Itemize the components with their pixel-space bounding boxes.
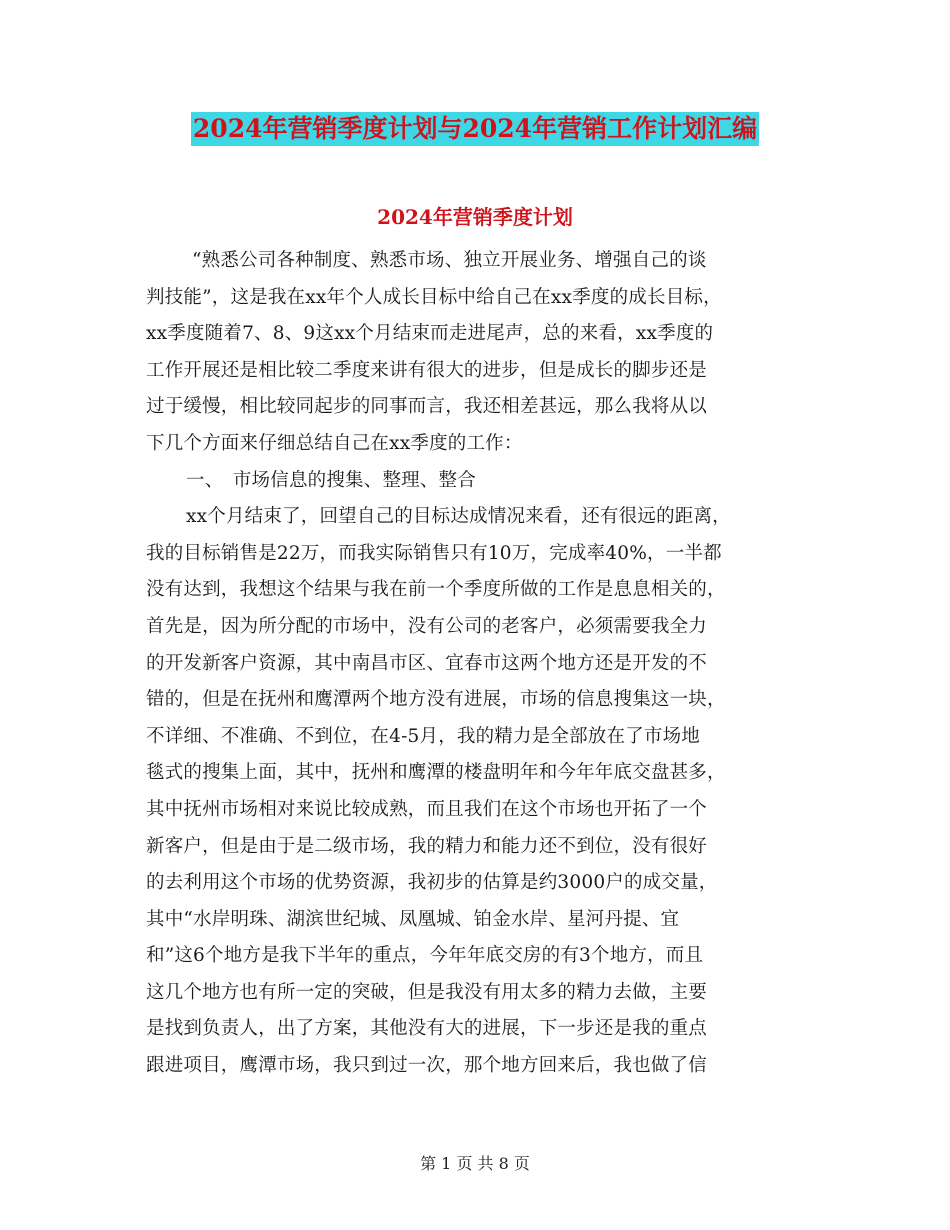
body-line: 新客户，但是由于是二级市场，我的精力和能力还不到位，没有很好: [146, 835, 708, 857]
body-line: 跟进项目，鹰潭市场，我只到过一次，那个地方回来后，我也做了信: [146, 1055, 708, 1077]
body-line: 工作开展还是相比较二季度来讲有很大的进步，但是成长的脚步还是: [146, 359, 708, 381]
body-line: xx季度随着7、8、9这xx个月结束而走进尾声，总的来看，xx季度的: [146, 323, 714, 345]
document-body: [146, 243, 836, 1085]
body-line: 其中“水岸明珠、湖滨世纪城、凤凰城、铂金水岸、星河丹提、宜: [146, 908, 680, 930]
body-line: 其中抚州市场相对来说比较成熟，而且我们在这个市场也开拓了一个: [146, 798, 708, 820]
body-line: 是找到负责人，出了方案，其他没有大的进展，下一步还是我的重点: [146, 1018, 708, 1040]
body-line: 我的目标销售是22万，而我实际销售只有10万，完成率40%，一半都: [146, 542, 722, 564]
body-line: xx个月结束了，回望自己的目标达成情况来看，还有很远的距离，: [186, 506, 731, 528]
body-line: 过于缓慢，相比较同起步的同事而言，我还相差甚远，那么我将从以: [146, 396, 708, 418]
page-footer: 第 1 页 共 8 页: [420, 1154, 530, 1173]
body-line: 这几个地方也有所一定的突破，但是我没有用太多的精力去做，主要: [146, 981, 708, 1003]
body-line: 的去利用这个市场的优势资源，我初步的估算是约3000户的成交量，: [146, 872, 718, 894]
body-line: 没有达到，我想这个结果与我在前一个季度所做的工作是息息相关的，: [146, 579, 726, 601]
body-line: 首先是，因为所分配的市场中，没有公司的老客户，必须需要我全力: [146, 615, 708, 637]
body-line: 判技能”，这是我在xx年个人成长目标中给自己在xx季度的成长目标，: [146, 286, 722, 308]
body-line: 毯式的搜集上面，其中，抚州和鹰潭的楼盘明年和今年年底交盘甚多，: [146, 762, 726, 784]
body-line-heading: 一、 市场信息的搜集、整理、整合: [186, 469, 476, 491]
body-line: 下几个方面来仔细总结自己在xx季度的工作：: [146, 432, 523, 454]
document-title: 2024年营销季度计划与2024年营销工作计划汇编: [191, 112, 759, 146]
body-line: 错的，但是在抚州和鹰潭两个地方没有进展，市场的信息搜集这一块，: [146, 689, 726, 711]
body-line: “熟悉公司各种制度、熟悉市场、独立开展业务、增强自己的谈: [192, 250, 707, 271]
document-title-container: [0, 112, 950, 146]
body-line: 的开发新客户资源，其中南昌市区、宜春市这两个地方还是开发的不: [146, 652, 708, 674]
section-title: 2024年营销季度计划: [377, 205, 573, 229]
body-line: 不详细、不准确、不到位，在4-5月，我的精力是全部放在了市场地: [146, 725, 700, 747]
body-line: 和”这6个地方是我下半年的重点，今年年底交房的有3个地方，而且: [146, 945, 704, 967]
